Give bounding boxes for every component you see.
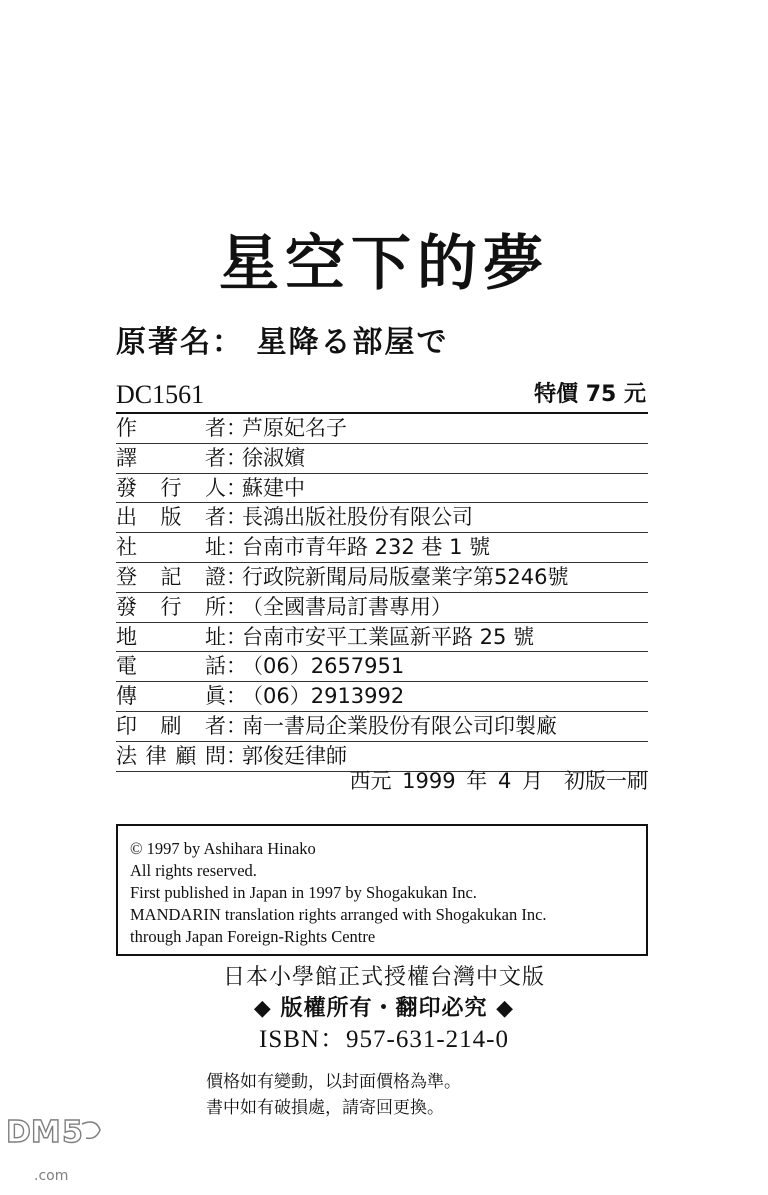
info-value: （06）2913992 xyxy=(242,684,405,709)
info-label xyxy=(116,533,226,562)
svg-text:5: 5 xyxy=(62,1115,83,1150)
info-label xyxy=(116,444,226,473)
edition-line: 西元 1999 年 4 月 初版一刷 xyxy=(349,769,648,793)
catalog-code: DC1561 xyxy=(116,380,205,409)
info-row xyxy=(116,712,648,742)
info-value: 蘇建中 xyxy=(242,475,305,500)
info-colon: ： xyxy=(226,416,247,440)
info-label-char: 律 xyxy=(145,743,167,768)
damage-return-note: 書中如有破損處，請寄回更換。 xyxy=(206,1098,444,1118)
info-label-char: 址 xyxy=(205,535,226,560)
info-colon: ： xyxy=(226,535,247,560)
info-colon: ： xyxy=(226,564,247,589)
copyright-line: First published in Japan in 1997 by Shogakukan Inc. xyxy=(130,883,477,902)
info-colon: ： xyxy=(226,743,247,768)
copyright-line: MANDARIN translation rights arranged with Shogakukan Inc. xyxy=(130,905,547,924)
info-label-char: 者 xyxy=(205,445,226,470)
info-colon: ： xyxy=(226,654,247,679)
info-rows xyxy=(116,414,648,772)
info-row xyxy=(116,623,648,653)
info-label-char: 行 xyxy=(160,594,182,619)
info-value: （全國書局訂書專用） xyxy=(242,594,452,619)
info-value: 南一書局企業股份有限公司印製廠 xyxy=(242,713,557,738)
info-colon: ： xyxy=(226,505,247,530)
svg-text:DM: DM xyxy=(6,1115,61,1150)
info-label-char: 者 xyxy=(205,416,226,440)
publication-info xyxy=(116,378,648,793)
info-label xyxy=(116,474,226,503)
info-value: 芦原妃名子 xyxy=(242,416,347,440)
info-label-char: 電 xyxy=(116,654,137,679)
price: 特價 75 元 xyxy=(534,382,646,407)
info-label-char: 登 xyxy=(116,564,137,589)
info-label xyxy=(116,414,226,443)
info-colon: ： xyxy=(226,445,247,470)
info-row xyxy=(116,682,648,712)
info-label-char: 地 xyxy=(116,624,137,649)
site-watermark-logo xyxy=(4,1080,114,1190)
info-value: 長鴻出版社股份有限公司 xyxy=(242,505,473,530)
info-label-char: 記 xyxy=(160,564,182,589)
info-label xyxy=(116,712,226,741)
info-label xyxy=(116,563,226,592)
info-colon: ： xyxy=(226,713,247,738)
info-label-char: 社 xyxy=(116,535,137,560)
price-change-note: 價格如有變動，以封面價格為準。 xyxy=(206,1072,461,1092)
info-label-char: 話 xyxy=(205,654,226,679)
rights-statement: ◆ 版權所有・翻印必究 ◆ xyxy=(253,996,515,1021)
info-label-char: 作 xyxy=(116,416,137,440)
info-label-char: 傳 xyxy=(116,684,137,709)
info-value: （06）2657951 xyxy=(242,654,405,679)
code-price-line xyxy=(116,378,648,414)
info-label-char: 者 xyxy=(205,505,226,530)
info-label-char: 眞 xyxy=(205,684,226,709)
info-label-char: 顧 xyxy=(175,743,197,768)
info-row xyxy=(116,563,648,593)
book-title: 星空下的夢 xyxy=(219,229,549,299)
info-label-char: 出 xyxy=(116,505,137,530)
info-colon: ： xyxy=(226,624,247,649)
info-colon: ： xyxy=(226,684,247,709)
info-label-char: 行 xyxy=(160,475,182,500)
info-label-char: 發 xyxy=(116,594,137,619)
info-label-char: 印 xyxy=(116,713,137,738)
copyright-line: © 1997 by Ashihara Hinako xyxy=(130,839,316,858)
info-label-char: 址 xyxy=(205,624,226,649)
info-row xyxy=(116,414,648,444)
info-value: 郭俊廷律師 xyxy=(242,743,347,768)
info-value: 台南市青年路 232 巷 1 號 xyxy=(242,535,491,560)
copyright-line: through Japan Foreign-Rights Centre xyxy=(130,927,376,946)
info-label xyxy=(116,742,226,771)
info-row xyxy=(116,593,648,623)
copyright-box xyxy=(116,824,648,956)
info-label xyxy=(116,682,226,711)
copyright-line: All rights reserved. xyxy=(130,861,257,880)
info-value: 徐淑嬪 xyxy=(242,445,305,470)
info-label-char: 版 xyxy=(160,505,182,530)
license-statement: 日本小學館正式授權台灣中文版 xyxy=(222,965,545,990)
info-label-char: 者 xyxy=(205,713,226,738)
info-label xyxy=(116,503,226,532)
info-label-char: 證 xyxy=(205,564,226,589)
info-colon: ： xyxy=(226,594,247,619)
info-label xyxy=(116,652,226,681)
info-label-char: 問 xyxy=(204,743,226,768)
info-value: 行政院新聞局局版臺業字第5246號 xyxy=(242,564,569,589)
info-row xyxy=(116,474,648,504)
info-value: 台南市安平工業區新平路 25 號 xyxy=(242,624,535,649)
info-label-char: 人 xyxy=(205,475,226,500)
info-label-char: 法 xyxy=(116,743,137,768)
info-label xyxy=(116,623,226,652)
info-label-char: 所 xyxy=(205,594,226,619)
info-label xyxy=(116,593,226,622)
info-label-char: 刷 xyxy=(160,713,182,738)
info-row xyxy=(116,533,648,563)
isbn: ISBN：957-631-214-0 xyxy=(259,1026,509,1053)
original-title: 原著名： 星降る部屋で xyxy=(116,325,449,360)
info-row xyxy=(116,503,648,533)
svg-text:.com: .com xyxy=(34,1168,69,1184)
info-label-char: 譯 xyxy=(116,445,137,470)
info-label-char: 發 xyxy=(116,475,137,500)
info-row xyxy=(116,444,648,474)
info-colon: ： xyxy=(226,475,247,500)
info-row xyxy=(116,652,648,682)
